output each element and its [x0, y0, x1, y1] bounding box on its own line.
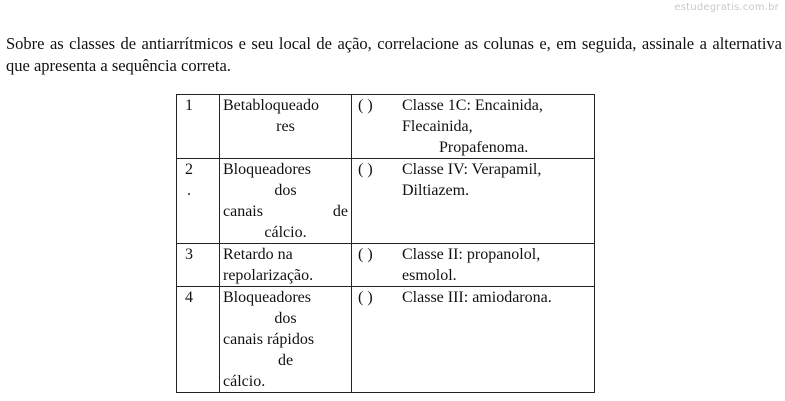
left-column-cell: [220, 244, 352, 287]
left-text-line: Bloqueadores: [223, 161, 311, 178]
table-row: [177, 244, 595, 287]
right-text-line: Classe IV: Verapamil,: [402, 161, 542, 178]
left-text-line: cálcio.: [223, 373, 266, 390]
left-text-line-justified: [223, 201, 348, 222]
right-column-cell: [352, 95, 595, 159]
left-column-cell: [220, 159, 352, 244]
right-column-cell: [352, 159, 595, 244]
left-text-line: Retardo na: [223, 246, 293, 263]
left-text-word: de: [332, 203, 348, 220]
left-text-word: canais: [223, 203, 263, 220]
right-text-line: esmolol.: [402, 267, 457, 284]
answer-blank: ( ): [358, 97, 373, 114]
matching-table: [176, 94, 595, 393]
row-number-cell: [177, 159, 220, 244]
table-row: [177, 159, 595, 244]
right-text-line: Propafenoma.: [439, 139, 529, 156]
left-column-cell: [220, 287, 352, 393]
table-row: [177, 287, 595, 393]
left-text-line: cálcio.: [264, 224, 307, 241]
left-text-line: dos: [274, 310, 297, 327]
answer-blank: ( ): [358, 161, 373, 178]
right-text-line: Classe II: propanolol,: [402, 246, 541, 263]
row-number-cell: [177, 287, 220, 393]
row-number-cell: [177, 95, 220, 159]
left-text-line: Bloqueadores: [223, 289, 311, 306]
site-watermark: estudegratis.com.br: [674, 2, 779, 13]
right-text-line: Classe III: amiodarona.: [402, 289, 552, 306]
question-text: Sobre as classes de antiarrítmicos e seu local de ação, correlacione as colunas e, em seguida, assinale a alternativa que apresenta a sequência correta.: [6, 34, 782, 75]
left-text-line: de: [277, 352, 294, 369]
row-number: 2: [185, 161, 193, 178]
right-column-cell: [352, 244, 595, 287]
answer-blank: ( ): [358, 289, 373, 306]
left-text-line: dos: [274, 182, 297, 199]
left-column-cell: [220, 95, 352, 159]
row-number: 4: [185, 289, 193, 306]
row-number: 1: [185, 97, 193, 114]
left-text-line: res: [276, 118, 295, 135]
answer-blank: ( ): [358, 246, 373, 263]
right-column-cell: [352, 287, 595, 393]
left-text-line: canais rápidos: [223, 331, 315, 348]
left-text-line: Betabloqueado: [223, 97, 319, 114]
row-number-dot: .: [187, 182, 191, 199]
row-number: 3: [185, 246, 193, 263]
right-text-line: Flecainida,: [402, 118, 473, 135]
right-text-line: Classe 1C: Encainida,: [402, 97, 543, 114]
row-number-cell: [177, 244, 220, 287]
left-text-line: repolarização.: [223, 267, 314, 284]
table-row: [177, 95, 595, 159]
right-text-line: Diltiazem.: [402, 182, 470, 199]
